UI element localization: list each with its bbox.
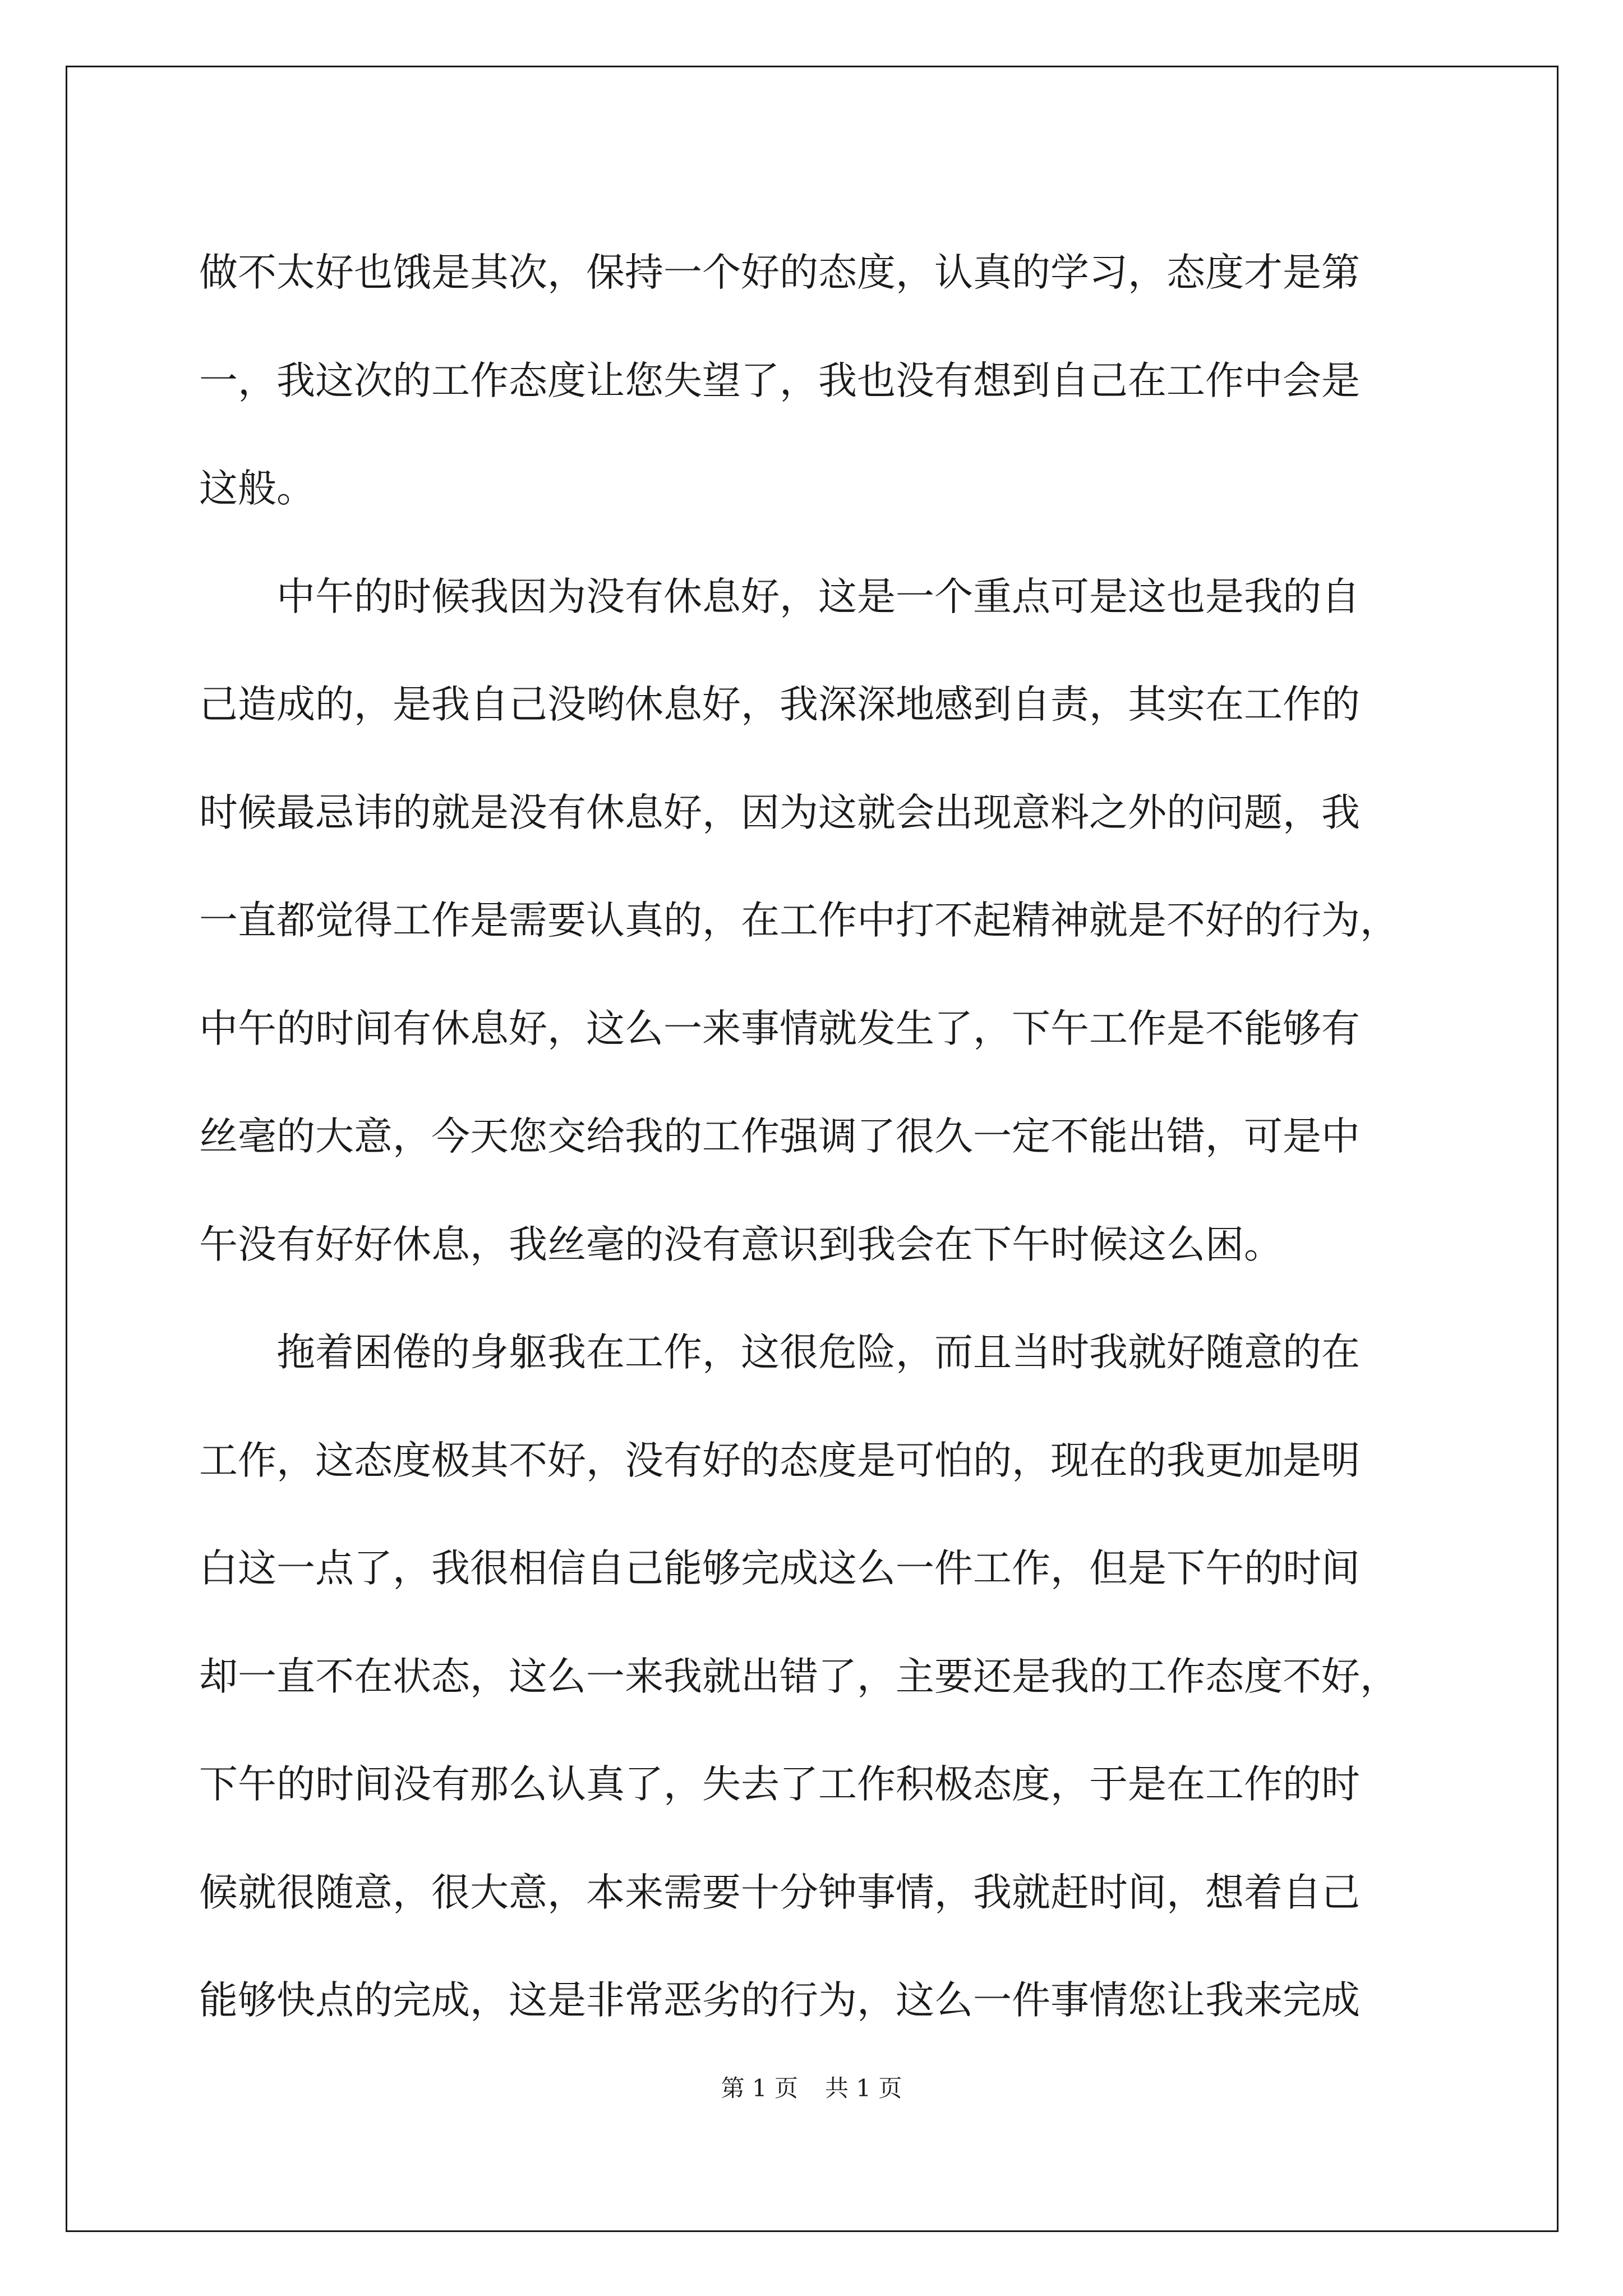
text-line: 白这一点了，我很相信自己能够完成这么一件工作，但是下午的时间 xyxy=(199,1546,1360,1591)
text-line: 却一直不在状态，这么一来我就出错了，主要还是我的工作态度不好， xyxy=(199,1654,1399,1699)
paragraph xyxy=(199,1299,1433,2055)
text-line: 候就很随意，很大意，本来需要十分钟事情，我就赶时间，想着自己 xyxy=(199,1870,1360,1915)
text-line: 一，我这次的工作态度让您失望了，我也没有想到自己在工作中会是 xyxy=(199,358,1360,403)
text-line: 工作，这态度极其不好，没有好的态度是可怕的，现在的我更加是明 xyxy=(199,1438,1360,1483)
paragraph xyxy=(199,219,1433,543)
page-footer xyxy=(0,2070,1623,2104)
paragraph xyxy=(199,543,1433,1299)
total-pages: 共 1 页 xyxy=(825,2074,902,2102)
text-line: 中午的时候我因为没有休息好，这是一个重点可是这也是我的自 xyxy=(199,574,1360,619)
text-line: 下午的时间没有那么认真了，失去了工作积极态度，于是在工作的时 xyxy=(199,1762,1360,1807)
text-line: 己造成的，是我自己没哟休息好，我深深地感到自责，其实在工作的 xyxy=(199,682,1360,727)
text-line: 做不太好也饿是其次，保持一个好的态度，认真的学习，态度才是第 xyxy=(199,250,1360,295)
page-number: 第 1 页 xyxy=(721,2074,798,2102)
text-line: 午没有好好休息，我丝毫的没有意识到我会在下午时候这么困。 xyxy=(199,1222,1283,1267)
text-line: 这般。 xyxy=(199,466,315,511)
text-line: 能够快点的完成，这是非常恶劣的行为，这么一件事情您让我来完成 xyxy=(199,1978,1360,2023)
text-line: 一直都觉得工作是需要认真的，在工作中打不起精神就是不好的行为， xyxy=(199,898,1399,943)
text-line: 丝毫的大意，今天您交给我的工作强调了很久一定不能出错，可是中 xyxy=(199,1114,1360,1159)
text-line: 拖着困倦的身躯我在工作，这很危险，而且当时我就好随意的在 xyxy=(199,1330,1360,1375)
text-line: 时候最忌讳的就是没有休息好，因为这就会出现意料之外的问题，我 xyxy=(199,790,1360,835)
text-line: 中午的时间有休息好，这么一来事情就发生了，下午工作是不能够有 xyxy=(199,1006,1360,1051)
document-body xyxy=(199,219,1433,2055)
